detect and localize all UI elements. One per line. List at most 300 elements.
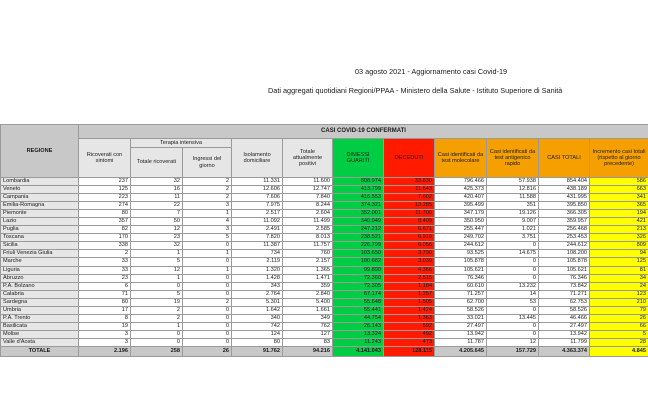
cell-deceduti: 3.039 bbox=[384, 258, 435, 266]
total-isolamento: 91.762 bbox=[232, 346, 283, 356]
cell-isolamento: 2.119 bbox=[232, 258, 283, 266]
cell-totale-ricoverati: 2 bbox=[131, 314, 183, 322]
cell-attualmente-positivi: 1.471 bbox=[283, 274, 333, 282]
icu-group-header: Terapia intensiva bbox=[131, 139, 232, 148]
cell-isolamento: 11.387 bbox=[232, 242, 283, 250]
cell-test-molecolare: 244.612 bbox=[435, 242, 487, 250]
cell-ingressi: 0 bbox=[183, 242, 232, 250]
cell-incremento: 421 bbox=[590, 218, 648, 226]
cell-region-name: Sardegna bbox=[1, 298, 79, 306]
cell-region-name: Campania bbox=[1, 194, 79, 202]
cell-test-antigenico: 14.675 bbox=[487, 250, 539, 258]
cell-isolamento: 1.642 bbox=[232, 306, 283, 314]
total-casi-totali: 4.363.374 bbox=[539, 346, 590, 356]
cell-ingressi: 0 bbox=[183, 258, 232, 266]
cell-ricoverati: 3 bbox=[79, 330, 131, 338]
cell-ricoverati: 2 bbox=[79, 250, 131, 258]
cell-test-molecolare: 93.525 bbox=[435, 250, 487, 258]
cell-dimessi-guariti: 55.648 bbox=[333, 298, 384, 306]
cell-test-antigenico: 0 bbox=[487, 266, 539, 274]
cell-totale-ricoverati: 12 bbox=[131, 266, 183, 274]
cell-region-name: Molise bbox=[1, 330, 79, 338]
cell-totale-ricoverati: 32 bbox=[131, 242, 183, 250]
col-isolamento: Isolamento domiciliare bbox=[232, 139, 283, 178]
cell-casi-totali: 854.404 bbox=[539, 178, 590, 186]
cell-isolamento: 2.764 bbox=[232, 290, 283, 298]
cell-region-name: Lombardia bbox=[1, 178, 79, 186]
cell-totale-ricoverati: 7 bbox=[131, 210, 183, 218]
cell-test-molecolare: 420.407 bbox=[435, 194, 487, 202]
cell-casi-totali: 395.850 bbox=[539, 202, 590, 210]
cell-totale-ricoverati: 50 bbox=[131, 218, 183, 226]
cell-ingressi: 1 bbox=[183, 250, 232, 258]
cell-test-antigenico: 0 bbox=[487, 274, 539, 282]
cell-incremento: 28 bbox=[590, 338, 648, 346]
cell-casi-totali: 431.995 bbox=[539, 194, 590, 202]
cell-dimessi-guariti: 103.650 bbox=[333, 250, 384, 258]
cell-ingressi: 0 bbox=[183, 290, 232, 298]
cell-isolamento: 5.301 bbox=[232, 298, 283, 306]
group-title: CASI COVID-19 CONFERMATI bbox=[79, 125, 648, 139]
cell-attualmente-positivi: 2.604 bbox=[283, 210, 333, 218]
cell-dimessi-guariti: 340.049 bbox=[333, 218, 384, 226]
cell-deceduti: 6.671 bbox=[384, 226, 435, 234]
cell-test-molecolare: 13.942 bbox=[435, 330, 487, 338]
cell-isolamento: 7.975 bbox=[232, 202, 283, 210]
cell-incremento: 24 bbox=[590, 282, 648, 290]
cell-ricoverati: 3 bbox=[79, 338, 131, 346]
col-ingressi-giorno: Ingressi del giorno bbox=[183, 148, 232, 178]
cell-dimessi-guariti: 352.001 bbox=[333, 210, 384, 218]
cell-test-antigenico: 19.126 bbox=[487, 210, 539, 218]
cell-dimessi-guariti: 238.521 bbox=[333, 234, 384, 242]
cell-test-molecolare: 11.787 bbox=[435, 338, 487, 346]
cell-deceduti: 33.830 bbox=[384, 178, 435, 186]
cell-casi-totali: 105.878 bbox=[539, 258, 590, 266]
cell-region-name: Sicilia bbox=[1, 242, 79, 250]
cell-test-antigenico: 57.938 bbox=[487, 178, 539, 186]
cell-incremento: 123 bbox=[590, 290, 648, 298]
cell-test-molecolare: 796.466 bbox=[435, 178, 487, 186]
cell-incremento: 5 bbox=[590, 330, 648, 338]
cell-attualmente-positivi: 11.499 bbox=[283, 218, 333, 226]
cell-ricoverati: 125 bbox=[79, 186, 131, 194]
cell-test-molecolare: 62.700 bbox=[435, 298, 487, 306]
total-incremento: 4.845 bbox=[590, 346, 648, 356]
table-row bbox=[1, 298, 648, 306]
cell-attualmente-positivi: 5.400 bbox=[283, 298, 333, 306]
cell-region-name: Veneto bbox=[1, 186, 79, 194]
total-region-name: TOTALE bbox=[1, 346, 79, 356]
cell-incremento: 341 bbox=[590, 194, 648, 202]
cell-test-molecolare: 255.447 bbox=[435, 226, 487, 234]
cell-ricoverati: 33 bbox=[79, 266, 131, 274]
cell-deceduti: 1.363 bbox=[384, 314, 435, 322]
total-totale-ricoverati: 258 bbox=[131, 346, 183, 356]
cell-isolamento: 7.820 bbox=[232, 234, 283, 242]
col-test-antigenico: Casi identificati da test antigenico rapido bbox=[487, 139, 539, 178]
cell-attualmente-positivi: 127 bbox=[283, 330, 333, 338]
cell-ricoverati: 23 bbox=[79, 274, 131, 282]
cell-isolamento: 11.092 bbox=[232, 218, 283, 226]
cell-casi-totali: 62.753 bbox=[539, 298, 590, 306]
table-row bbox=[1, 306, 648, 314]
cell-isolamento: 12.606 bbox=[232, 186, 283, 194]
cell-test-antigenico: 13.445 bbox=[487, 314, 539, 322]
total-test-antigenico: 157.729 bbox=[487, 346, 539, 356]
cell-region-name: Abruzzo bbox=[1, 274, 79, 282]
cell-deceduti: 11.643 bbox=[384, 186, 435, 194]
cell-totale-ricoverati: 5 bbox=[131, 290, 183, 298]
cell-deceduti: 6.919 bbox=[384, 234, 435, 242]
cell-dimessi-guariti: 44.754 bbox=[333, 314, 384, 322]
cell-attualmente-positivi: 2.840 bbox=[283, 290, 333, 298]
cell-test-antigenico: 1.021 bbox=[487, 226, 539, 234]
cell-region-name: Marche bbox=[1, 258, 79, 266]
report-subtitle: Dati aggregati quotidiani Regioni/PPAA - Ministero della Salute - Istituto Superiore di Sanità bbox=[268, 86, 563, 95]
cell-attualmente-positivi: 7.840 bbox=[283, 194, 333, 202]
table-row bbox=[1, 194, 648, 202]
col-incremento: Incremento casi totali (rispetto al giorno precedente) bbox=[590, 139, 648, 178]
cell-ingressi: 0 bbox=[183, 306, 232, 314]
cell-test-antigenico: 53 bbox=[487, 298, 539, 306]
cell-test-antigenico: 13.232 bbox=[487, 282, 539, 290]
cell-incremento: 586 bbox=[590, 178, 648, 186]
cell-test-antigenico: 3.751 bbox=[487, 234, 539, 242]
cell-deceduti: 1.505 bbox=[384, 298, 435, 306]
cell-isolamento: 7.606 bbox=[232, 194, 283, 202]
cell-test-molecolare: 347.179 bbox=[435, 210, 487, 218]
table-row bbox=[1, 274, 648, 282]
cell-attualmente-positivi: 1.365 bbox=[283, 266, 333, 274]
table-row bbox=[1, 242, 648, 250]
cell-attualmente-positivi: 11.757 bbox=[283, 242, 333, 250]
cell-ingressi: 4 bbox=[183, 218, 232, 226]
table-row bbox=[1, 266, 648, 274]
cell-dimessi-guariti: 67.174 bbox=[333, 290, 384, 298]
cell-ricoverati: 82 bbox=[79, 226, 131, 234]
report-title: 03 agosto 2021 - Aggiornamento casi Covid-19 bbox=[355, 67, 508, 76]
cell-ricoverati: 338 bbox=[79, 242, 131, 250]
table-row bbox=[1, 338, 648, 346]
cell-test-antigenico: 9.007 bbox=[487, 218, 539, 226]
total-attualmente-positivi: 94.216 bbox=[283, 346, 333, 356]
cell-casi-totali: 105.621 bbox=[539, 266, 590, 274]
col-attualmente-positivi: Totale attualmente positivi bbox=[283, 139, 333, 178]
total-ingressi: 26 bbox=[183, 346, 232, 356]
cell-ricoverati: 17 bbox=[79, 306, 131, 314]
cell-test-antigenico: 0 bbox=[487, 306, 539, 314]
cell-ricoverati: 80 bbox=[79, 210, 131, 218]
cell-incremento: 365 bbox=[590, 202, 648, 210]
cell-incremento: 81 bbox=[590, 266, 648, 274]
cell-totale-ricoverati: 1 bbox=[131, 322, 183, 330]
cell-casi-totali: 438.189 bbox=[539, 186, 590, 194]
cell-attualmente-positivi: 760 bbox=[283, 250, 333, 258]
cell-region-name: Puglia bbox=[1, 226, 79, 234]
cell-test-antigenico: 0 bbox=[487, 322, 539, 330]
cell-attualmente-positivi: 359 bbox=[283, 282, 333, 290]
cell-dimessi-guariti: 226.799 bbox=[333, 242, 384, 250]
table-row bbox=[1, 234, 648, 242]
cell-incremento: 66 bbox=[590, 322, 648, 330]
cell-isolamento: 11.331 bbox=[232, 178, 283, 186]
cell-casi-totali: 244.612 bbox=[539, 242, 590, 250]
cell-incremento: 210 bbox=[590, 298, 648, 306]
cell-dimessi-guariti: 416.553 bbox=[333, 194, 384, 202]
cell-ingressi: 1 bbox=[183, 266, 232, 274]
cell-totale-ricoverati: 11 bbox=[131, 194, 183, 202]
cell-deceduti: 8.409 bbox=[384, 218, 435, 226]
cell-totale-ricoverati: 5 bbox=[131, 258, 183, 266]
cell-dimessi-guariti: 247.212 bbox=[333, 226, 384, 234]
cell-test-molecolare: 350.950 bbox=[435, 218, 487, 226]
cell-ricoverati: 237 bbox=[79, 178, 131, 186]
cell-isolamento: 2.517 bbox=[232, 210, 283, 218]
cell-region-name: P.A. Bolzano bbox=[1, 282, 79, 290]
cell-totale-ricoverati: 1 bbox=[131, 274, 183, 282]
cell-attualmente-positivi: 349 bbox=[283, 314, 333, 322]
table-row bbox=[1, 178, 648, 186]
table-row bbox=[1, 314, 648, 322]
cell-attualmente-positivi: 2.157 bbox=[283, 258, 333, 266]
cell-region-name: Toscana bbox=[1, 234, 79, 242]
cell-incremento: 125 bbox=[590, 258, 648, 266]
cell-ricoverati: 170 bbox=[79, 234, 131, 242]
cell-attualmente-positivi: 1.661 bbox=[283, 306, 333, 314]
cell-test-molecolare: 105.878 bbox=[435, 258, 487, 266]
cell-totale-ricoverati: 23 bbox=[131, 234, 183, 242]
cell-deceduti: 13.285 bbox=[384, 202, 435, 210]
table-row bbox=[1, 202, 648, 210]
cell-incremento: 194 bbox=[590, 210, 648, 218]
col-totale-ricoverati: Totale ricoverati bbox=[131, 148, 183, 178]
cell-test-antigenico: 0 bbox=[487, 242, 539, 250]
cell-totale-ricoverati: 19 bbox=[131, 298, 183, 306]
cell-isolamento: 124 bbox=[232, 330, 283, 338]
cell-test-molecolare: 27.497 bbox=[435, 322, 487, 330]
total-test-molecolare: 4.205.645 bbox=[435, 346, 487, 356]
cell-test-molecolare: 249.702 bbox=[435, 234, 487, 242]
cell-attualmente-positivi: 8.013 bbox=[283, 234, 333, 242]
cell-region-name: Emilia-Romagna bbox=[1, 202, 79, 210]
cell-ingressi: 0 bbox=[183, 314, 232, 322]
covid-cases-table bbox=[0, 124, 648, 357]
cell-region-name: Calabria bbox=[1, 290, 79, 298]
cell-isolamento: 1.428 bbox=[232, 274, 283, 282]
col-ricoverati: Ricoverati con sintomi bbox=[79, 139, 131, 178]
cell-deceduti: 2.515 bbox=[384, 274, 435, 282]
cell-deceduti: 3.790 bbox=[384, 250, 435, 258]
cell-ingressi: 2 bbox=[183, 298, 232, 306]
cell-incremento: 213 bbox=[590, 226, 648, 234]
cell-attualmente-positivi: 8.244 bbox=[283, 202, 333, 210]
table-row bbox=[1, 186, 648, 194]
region-header: REGIONE bbox=[1, 125, 79, 178]
cell-incremento: 663 bbox=[590, 186, 648, 194]
cell-casi-totali: 108.200 bbox=[539, 250, 590, 258]
table-row bbox=[1, 282, 648, 290]
cell-region-name: Umbria bbox=[1, 306, 79, 314]
cell-dimessi-guariti: 72.360 bbox=[333, 274, 384, 282]
cell-casi-totali: 73.842 bbox=[539, 282, 590, 290]
cell-attualmente-positivi: 11.600 bbox=[283, 178, 333, 186]
cell-ingressi: 2 bbox=[183, 178, 232, 186]
cell-casi-totali: 71.271 bbox=[539, 290, 590, 298]
total-dimessi-guariti: 4.141.043 bbox=[333, 346, 384, 356]
cell-deceduti: 7.602 bbox=[384, 194, 435, 202]
cell-casi-totali: 256.468 bbox=[539, 226, 590, 234]
total-ricoverati: 2.196 bbox=[79, 346, 131, 356]
col-dimessi-guariti: DIMESSI GUARITI bbox=[333, 139, 384, 178]
cell-deceduti: 592 bbox=[384, 322, 435, 330]
cell-test-molecolare: 105.621 bbox=[435, 266, 487, 274]
total-deceduti: 128.115 bbox=[384, 346, 435, 356]
cell-region-name: P.A. Trento bbox=[1, 314, 79, 322]
cell-incremento: 326 bbox=[590, 234, 648, 242]
cell-attualmente-positivi: 762 bbox=[283, 322, 333, 330]
cell-totale-ricoverati: 0 bbox=[131, 338, 183, 346]
col-deceduti: DECEDUTI bbox=[384, 139, 435, 178]
cell-test-antigenico: 12 bbox=[487, 338, 539, 346]
cell-dimessi-guariti: 374.321 bbox=[333, 202, 384, 210]
cell-isolamento: 734 bbox=[232, 250, 283, 258]
cell-totale-ricoverati: 0 bbox=[131, 282, 183, 290]
cell-casi-totali: 11.799 bbox=[539, 338, 590, 346]
cell-ingressi: 2 bbox=[183, 194, 232, 202]
cell-ingressi: 3 bbox=[183, 226, 232, 234]
cell-region-name: Basilicata bbox=[1, 322, 79, 330]
cell-totale-ricoverati: 1 bbox=[131, 250, 183, 258]
cell-totale-ricoverati: 32 bbox=[131, 178, 183, 186]
cell-dimessi-guariti: 13.324 bbox=[333, 330, 384, 338]
cell-dimessi-guariti: 72.305 bbox=[333, 282, 384, 290]
cell-test-antigenico: 351 bbox=[487, 202, 539, 210]
cell-deceduti: 1.184 bbox=[384, 282, 435, 290]
cell-dimessi-guariti: 26.143 bbox=[333, 322, 384, 330]
cell-region-name: Liguria bbox=[1, 266, 79, 274]
cell-totale-ricoverati: 0 bbox=[131, 330, 183, 338]
cell-dimessi-guariti: 413.799 bbox=[333, 186, 384, 194]
cell-test-antigenico: 0 bbox=[487, 258, 539, 266]
cell-ricoverati: 19 bbox=[79, 322, 131, 330]
table-row bbox=[1, 218, 648, 226]
cell-deceduti: 4.366 bbox=[384, 266, 435, 274]
cell-incremento: 809 bbox=[590, 242, 648, 250]
cell-ricoverati: 8 bbox=[79, 314, 131, 322]
cell-dimessi-guariti: 11.243 bbox=[333, 338, 384, 346]
cell-attualmente-positivi: 2.585 bbox=[283, 226, 333, 234]
cell-test-molecolare: 395.499 bbox=[435, 202, 487, 210]
cell-ricoverati: 33 bbox=[79, 258, 131, 266]
cell-test-antigenico: 12.816 bbox=[487, 186, 539, 194]
cell-ingressi: 5 bbox=[183, 234, 232, 242]
cell-casi-totali: 253.453 bbox=[539, 234, 590, 242]
cell-totale-ricoverati: 2 bbox=[131, 306, 183, 314]
cell-ricoverati: 80 bbox=[79, 298, 131, 306]
cell-region-name: Friuli Venezia Giulia bbox=[1, 250, 79, 258]
cell-dimessi-guariti: 808.974 bbox=[333, 178, 384, 186]
cell-totale-ricoverati: 12 bbox=[131, 226, 183, 234]
cell-test-molecolare: 71.257 bbox=[435, 290, 487, 298]
cell-region-name: Lazio bbox=[1, 218, 79, 226]
cell-casi-totali: 27.497 bbox=[539, 322, 590, 330]
cell-ingressi: 0 bbox=[183, 338, 232, 346]
cell-incremento: 26 bbox=[590, 314, 648, 322]
cell-deceduti: 1.424 bbox=[384, 306, 435, 314]
cell-ricoverati: 6 bbox=[79, 282, 131, 290]
cell-isolamento: 2.491 bbox=[232, 226, 283, 234]
cell-casi-totali: 13.942 bbox=[539, 330, 590, 338]
cell-isolamento: 340 bbox=[232, 314, 283, 322]
cell-isolamento: 343 bbox=[232, 282, 283, 290]
cell-incremento: 34 bbox=[590, 274, 648, 282]
table-row bbox=[1, 210, 648, 218]
col-test-molecolare: Casi identificati da test molecolare bbox=[435, 139, 487, 178]
cell-ingressi: 0 bbox=[183, 274, 232, 282]
cell-deceduti: 11.700 bbox=[384, 210, 435, 218]
cell-test-molecolare: 58.526 bbox=[435, 306, 487, 314]
col-casi-totali: CASI TOTALI bbox=[539, 139, 590, 178]
cell-ricoverati: 357 bbox=[79, 218, 131, 226]
cell-test-antigenico: 14 bbox=[487, 290, 539, 298]
cell-dimessi-guariti: 99.890 bbox=[333, 266, 384, 274]
cell-casi-totali: 76.346 bbox=[539, 274, 590, 282]
cell-ricoverati: 223 bbox=[79, 194, 131, 202]
cell-ingressi: 3 bbox=[183, 202, 232, 210]
cell-isolamento: 1.320 bbox=[232, 266, 283, 274]
cell-ingressi: 0 bbox=[183, 330, 232, 338]
cell-region-name: Valle d'Aosta bbox=[1, 338, 79, 346]
cell-region-name: Piemonte bbox=[1, 210, 79, 218]
cell-totale-ricoverati: 16 bbox=[131, 186, 183, 194]
cell-dimessi-guariti: 100.682 bbox=[333, 258, 384, 266]
cell-totale-ricoverati: 22 bbox=[131, 202, 183, 210]
cell-dimessi-guariti: 55.441 bbox=[333, 306, 384, 314]
table-row bbox=[1, 250, 648, 258]
cell-incremento: 79 bbox=[590, 306, 648, 314]
cell-casi-totali: 359.957 bbox=[539, 218, 590, 226]
cell-deceduti: 1.257 bbox=[384, 290, 435, 298]
table-row bbox=[1, 290, 648, 298]
cell-ingressi: 0 bbox=[183, 282, 232, 290]
cell-test-molecolare: 76.346 bbox=[435, 274, 487, 282]
totals-row bbox=[1, 346, 648, 356]
table-row bbox=[1, 330, 648, 338]
cell-ricoverati: 71 bbox=[79, 290, 131, 298]
cell-test-antigenico: 11.588 bbox=[487, 194, 539, 202]
cell-casi-totali: 58.526 bbox=[539, 306, 590, 314]
table-row bbox=[1, 322, 648, 330]
cell-test-antigenico: 0 bbox=[487, 330, 539, 338]
cell-ingressi: 0 bbox=[183, 322, 232, 330]
cell-ricoverati: 274 bbox=[79, 202, 131, 210]
cell-ingressi: 1 bbox=[183, 210, 232, 218]
cell-isolamento: 80 bbox=[232, 338, 283, 346]
cell-isolamento: 742 bbox=[232, 322, 283, 330]
cell-deceduti: 492 bbox=[384, 330, 435, 338]
table-row bbox=[1, 226, 648, 234]
cell-casi-totali: 46.466 bbox=[539, 314, 590, 322]
cell-attualmente-positivi: 12.747 bbox=[283, 186, 333, 194]
cell-casi-totali: 366.305 bbox=[539, 210, 590, 218]
table-row bbox=[1, 258, 648, 266]
cell-ingressi: 2 bbox=[183, 186, 232, 194]
table-body bbox=[1, 178, 648, 357]
cell-incremento: 94 bbox=[590, 250, 648, 258]
cell-attualmente-positivi: 83 bbox=[283, 338, 333, 346]
cell-deceduti: 473 bbox=[384, 338, 435, 346]
